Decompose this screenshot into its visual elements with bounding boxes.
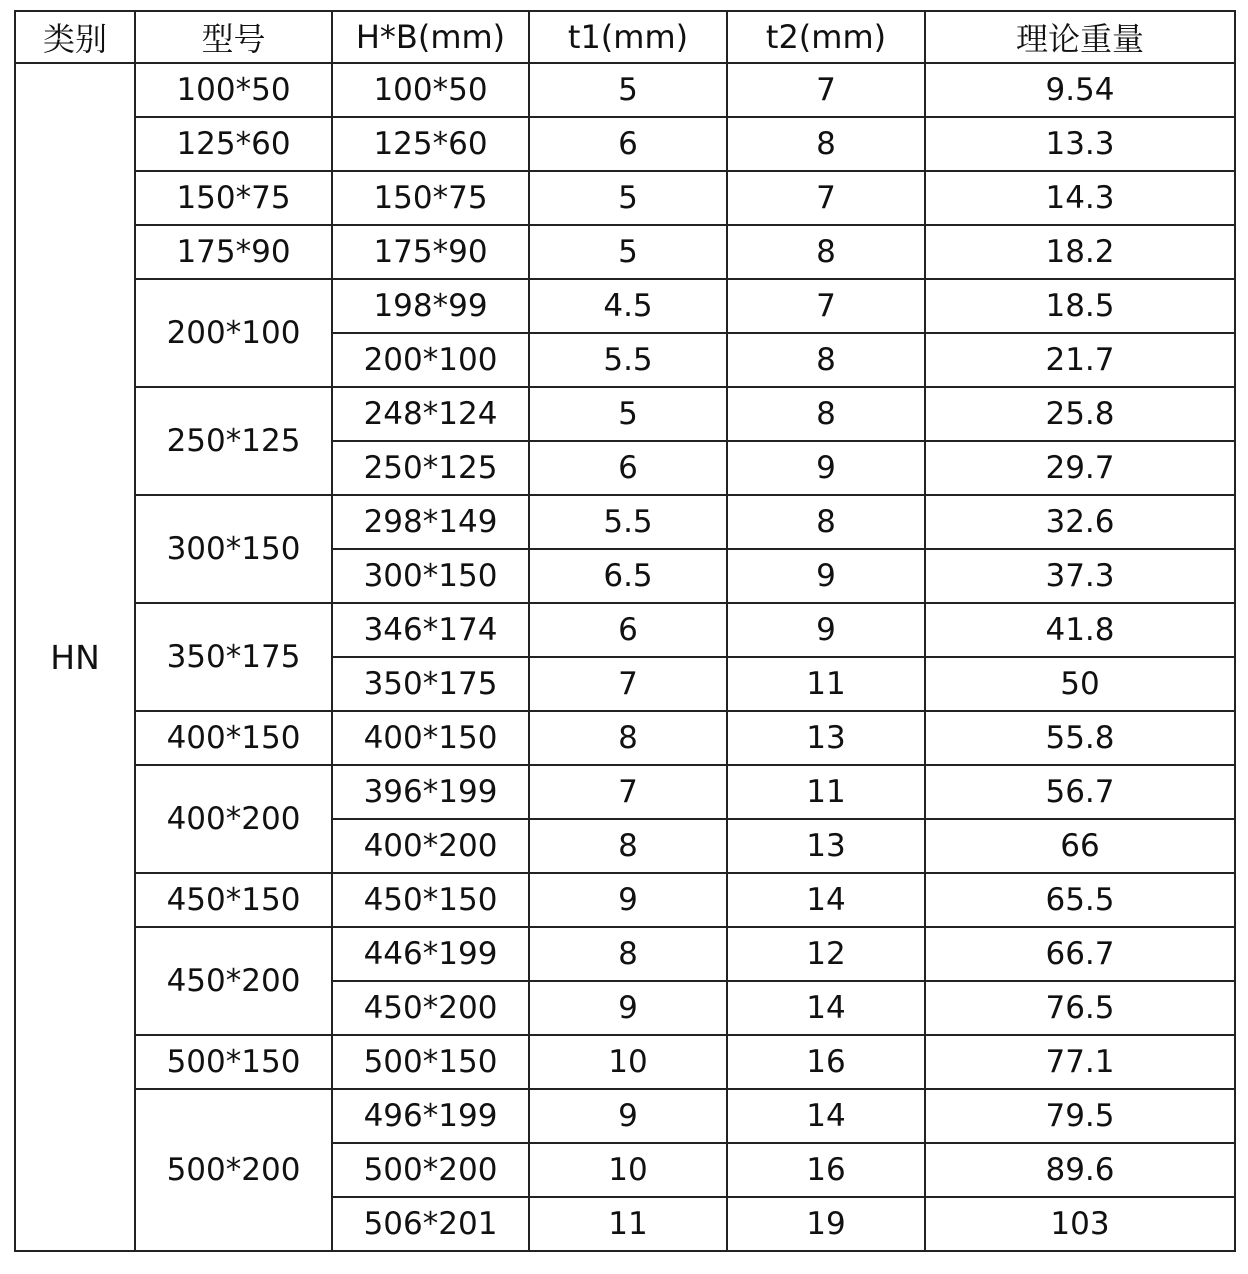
t1-cell: 10 bbox=[529, 1143, 727, 1197]
t2-cell: 8 bbox=[727, 333, 925, 387]
t1-cell: 10 bbox=[529, 1035, 727, 1089]
table-row bbox=[15, 873, 1235, 927]
table-row bbox=[15, 603, 1235, 657]
t2-cell: 14 bbox=[727, 873, 925, 927]
hb-cell: 150*75 bbox=[332, 171, 529, 225]
hb-cell: 100*50 bbox=[332, 63, 529, 117]
model-cell: 450*150 bbox=[135, 873, 332, 927]
model-cell: 300*150 bbox=[135, 495, 332, 603]
weight-cell: 66.7 bbox=[925, 927, 1235, 981]
t1-cell: 9 bbox=[529, 981, 727, 1035]
hb-cell: 500*150 bbox=[332, 1035, 529, 1089]
hb-cell: 450*200 bbox=[332, 981, 529, 1035]
model-cell: 175*90 bbox=[135, 225, 332, 279]
t2-cell: 8 bbox=[727, 117, 925, 171]
weight-cell: 79.5 bbox=[925, 1089, 1235, 1143]
t1-cell: 6 bbox=[529, 441, 727, 495]
hb-cell: 248*124 bbox=[332, 387, 529, 441]
t2-cell: 14 bbox=[727, 981, 925, 1035]
weight-cell: 32.6 bbox=[925, 495, 1235, 549]
weight-cell: 77.1 bbox=[925, 1035, 1235, 1089]
t1-cell: 7 bbox=[529, 765, 727, 819]
weight-cell: 21.7 bbox=[925, 333, 1235, 387]
t2-cell: 13 bbox=[727, 819, 925, 873]
t1-cell: 5 bbox=[529, 63, 727, 117]
table-row bbox=[15, 171, 1235, 225]
hb-cell: 496*199 bbox=[332, 1089, 529, 1143]
t1-cell: 6 bbox=[529, 603, 727, 657]
hb-cell: 506*201 bbox=[332, 1197, 529, 1251]
header-hb: H*B(mm) bbox=[332, 11, 529, 63]
model-cell: 400*150 bbox=[135, 711, 332, 765]
weight-cell: 18.2 bbox=[925, 225, 1235, 279]
t2-cell: 8 bbox=[727, 225, 925, 279]
t1-cell: 8 bbox=[529, 819, 727, 873]
model-cell: 200*100 bbox=[135, 279, 332, 387]
weight-cell: 37.3 bbox=[925, 549, 1235, 603]
t2-cell: 12 bbox=[727, 927, 925, 981]
table-row bbox=[15, 927, 1235, 981]
table-row bbox=[15, 63, 1235, 117]
header-model: 型号 bbox=[135, 11, 332, 63]
weight-cell: 29.7 bbox=[925, 441, 1235, 495]
t1-cell: 5 bbox=[529, 171, 727, 225]
t2-cell: 9 bbox=[727, 549, 925, 603]
table-row bbox=[15, 279, 1235, 333]
t2-cell: 8 bbox=[727, 495, 925, 549]
weight-cell: 55.8 bbox=[925, 711, 1235, 765]
model-cell: 500*150 bbox=[135, 1035, 332, 1089]
weight-cell: 65.5 bbox=[925, 873, 1235, 927]
t2-cell: 7 bbox=[727, 171, 925, 225]
t1-cell: 9 bbox=[529, 1089, 727, 1143]
hb-cell: 396*199 bbox=[332, 765, 529, 819]
t1-cell: 6.5 bbox=[529, 549, 727, 603]
header-category: 类别 bbox=[15, 11, 135, 63]
table-row bbox=[15, 1089, 1235, 1143]
weight-cell: 89.6 bbox=[925, 1143, 1235, 1197]
weight-cell: 103 bbox=[925, 1197, 1235, 1251]
hb-cell: 350*175 bbox=[332, 657, 529, 711]
weight-cell: 56.7 bbox=[925, 765, 1235, 819]
table-row bbox=[15, 225, 1235, 279]
t2-cell: 16 bbox=[727, 1143, 925, 1197]
weight-cell: 14.3 bbox=[925, 171, 1235, 225]
model-cell: 400*200 bbox=[135, 765, 332, 873]
t1-cell: 8 bbox=[529, 711, 727, 765]
weight-cell: 41.8 bbox=[925, 603, 1235, 657]
t1-cell: 6 bbox=[529, 117, 727, 171]
model-cell: 125*60 bbox=[135, 117, 332, 171]
t1-cell: 9 bbox=[529, 873, 727, 927]
t2-cell: 8 bbox=[727, 387, 925, 441]
model-cell: 250*125 bbox=[135, 387, 332, 495]
t2-cell: 16 bbox=[727, 1035, 925, 1089]
t2-cell: 7 bbox=[727, 279, 925, 333]
t2-cell: 9 bbox=[727, 603, 925, 657]
hb-cell: 300*150 bbox=[332, 549, 529, 603]
category-cell: HN bbox=[15, 63, 135, 1251]
model-cell: 450*200 bbox=[135, 927, 332, 1035]
weight-cell: 18.5 bbox=[925, 279, 1235, 333]
header-row bbox=[15, 11, 1235, 63]
weight-cell: 76.5 bbox=[925, 981, 1235, 1035]
t2-cell: 7 bbox=[727, 63, 925, 117]
hb-cell: 250*125 bbox=[332, 441, 529, 495]
header-weight: 理论重量 bbox=[925, 11, 1235, 63]
hb-cell: 175*90 bbox=[332, 225, 529, 279]
hb-cell: 298*149 bbox=[332, 495, 529, 549]
table-row bbox=[15, 711, 1235, 765]
weight-cell: 66 bbox=[925, 819, 1235, 873]
hb-cell: 400*150 bbox=[332, 711, 529, 765]
hb-cell: 198*99 bbox=[332, 279, 529, 333]
model-cell: 350*175 bbox=[135, 603, 332, 711]
hb-cell: 346*174 bbox=[332, 603, 529, 657]
model-cell: 150*75 bbox=[135, 171, 332, 225]
table-row bbox=[15, 1035, 1235, 1089]
weight-cell: 25.8 bbox=[925, 387, 1235, 441]
table-row bbox=[15, 495, 1235, 549]
header-t2: t2(mm) bbox=[727, 11, 925, 63]
header-t1: t1(mm) bbox=[529, 11, 727, 63]
t1-cell: 5.5 bbox=[529, 495, 727, 549]
model-cell: 500*200 bbox=[135, 1089, 332, 1251]
hb-cell: 446*199 bbox=[332, 927, 529, 981]
hb-cell: 500*200 bbox=[332, 1143, 529, 1197]
table-row bbox=[15, 765, 1235, 819]
hb-cell: 450*150 bbox=[332, 873, 529, 927]
t2-cell: 19 bbox=[727, 1197, 925, 1251]
hb-cell: 400*200 bbox=[332, 819, 529, 873]
table-row bbox=[15, 387, 1235, 441]
weight-cell: 13.3 bbox=[925, 117, 1235, 171]
t1-cell: 5 bbox=[529, 387, 727, 441]
table-row bbox=[15, 117, 1235, 171]
hb-cell: 125*60 bbox=[332, 117, 529, 171]
t1-cell: 5 bbox=[529, 225, 727, 279]
t2-cell: 14 bbox=[727, 1089, 925, 1143]
t2-cell: 11 bbox=[727, 657, 925, 711]
t1-cell: 11 bbox=[529, 1197, 727, 1251]
steel-spec-table bbox=[14, 10, 1236, 1252]
t2-cell: 11 bbox=[727, 765, 925, 819]
t2-cell: 13 bbox=[727, 711, 925, 765]
t1-cell: 4.5 bbox=[529, 279, 727, 333]
weight-cell: 50 bbox=[925, 657, 1235, 711]
t1-cell: 7 bbox=[529, 657, 727, 711]
t1-cell: 5.5 bbox=[529, 333, 727, 387]
weight-cell: 9.54 bbox=[925, 63, 1235, 117]
table-body bbox=[15, 63, 1235, 1251]
hb-cell: 200*100 bbox=[332, 333, 529, 387]
t1-cell: 8 bbox=[529, 927, 727, 981]
model-cell: 100*50 bbox=[135, 63, 332, 117]
t2-cell: 9 bbox=[727, 441, 925, 495]
